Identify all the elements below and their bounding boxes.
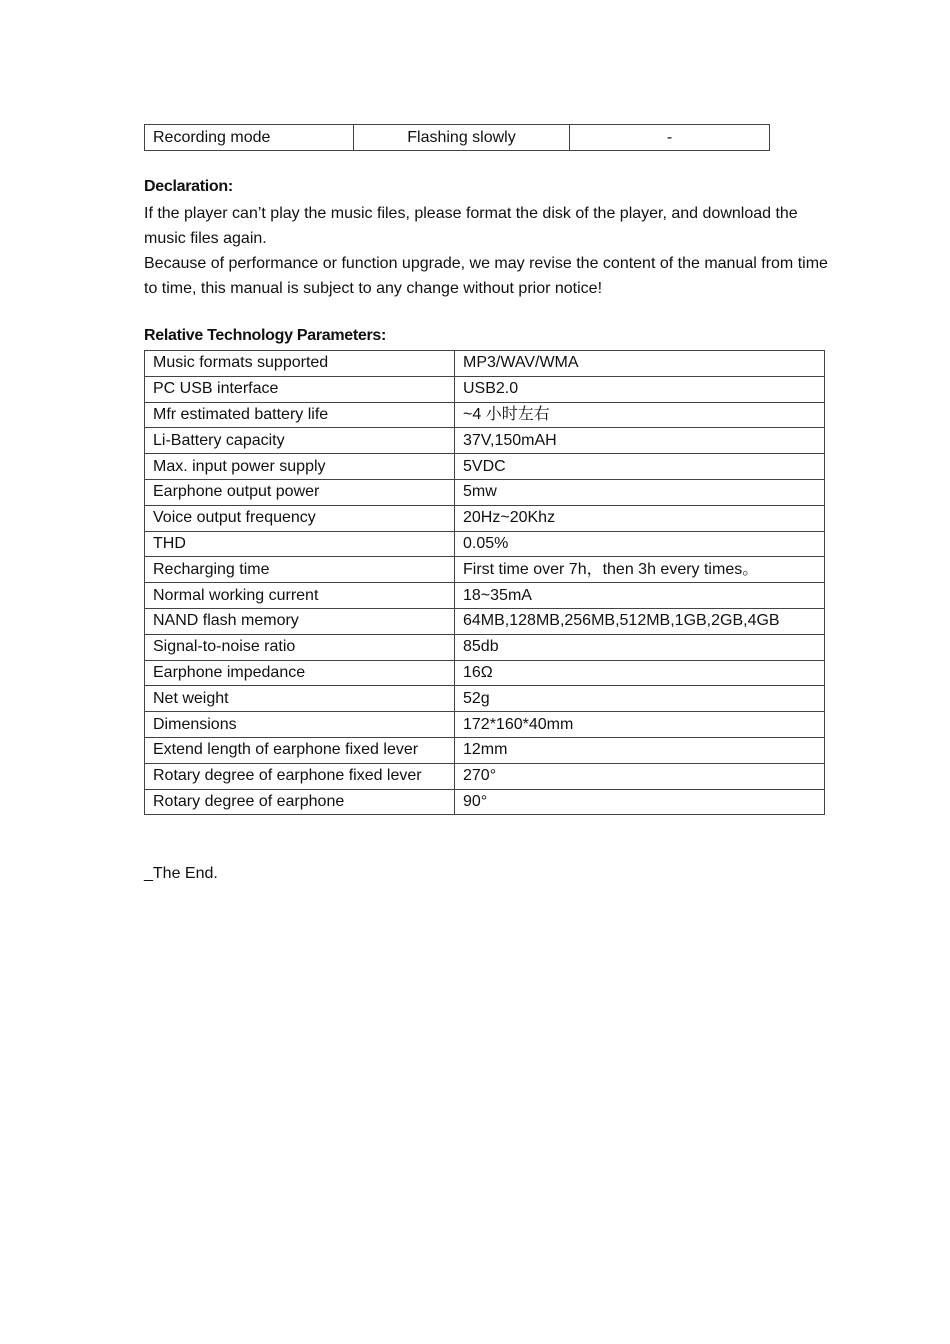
table-row <box>145 712 825 738</box>
parameter-name-cell: PC USB interface <box>145 376 455 402</box>
the-end-text: _The End. <box>144 865 218 882</box>
table-row <box>145 505 825 531</box>
table-row <box>145 402 825 428</box>
parameter-name-cell: Earphone impedance <box>145 660 455 686</box>
table-row <box>145 479 825 505</box>
parameter-name-cell: Normal working current <box>145 583 455 609</box>
table-row <box>145 634 825 660</box>
table-row <box>145 583 825 609</box>
table-row <box>145 660 825 686</box>
status-indicator-cell: Flashing slowly <box>354 125 570 151</box>
parameter-value-cell: MP3/WAV/WMA <box>455 351 825 377</box>
parameters-heading: Relative Technology Parameters: <box>144 327 387 344</box>
table-row <box>145 789 825 815</box>
declaration-heading: Declaration: <box>144 178 233 195</box>
table-row <box>145 608 825 634</box>
parameter-value-cell: ~4 小时左右 <box>455 402 825 428</box>
status-note-cell: - <box>570 125 770 151</box>
parameter-value-cell: 5VDC <box>455 454 825 480</box>
parameters-table <box>144 350 825 815</box>
parameter-name-cell: Net weight <box>145 686 455 712</box>
parameter-name-cell: Extend length of earphone fixed lever <box>145 737 455 763</box>
parameter-value-cell: 20Hz~20Khz <box>455 505 825 531</box>
parameters-table-body <box>145 351 825 815</box>
parameter-name-cell: Max. input power supply <box>145 454 455 480</box>
table-row <box>145 557 825 583</box>
parameter-value-cell: First time over 7h，then 3h every times。 <box>455 557 825 583</box>
parameter-value-cell: 90° <box>455 789 825 815</box>
parameter-value-cell: 5mw <box>455 479 825 505</box>
parameter-name-cell: Rotary degree of earphone fixed lever <box>145 763 455 789</box>
status-mode-cell: Recording mode <box>145 125 354 151</box>
parameter-name-cell: THD <box>145 531 455 557</box>
parameter-name-cell: Rotary degree of earphone <box>145 789 455 815</box>
parameter-name-cell: Mfr estimated battery life <box>145 402 455 428</box>
declaration-paragraph-2: Because of performance or function upgrade, we may revise the content of the manual from time to time, this manual is subject to any change without prior notice! <box>144 255 828 297</box>
parameter-value-cell: 37V,150mAH <box>455 428 825 454</box>
parameter-name-cell: Music formats supported <box>145 351 455 377</box>
declaration-paragraph-1: If the player can’t play the music files, please format the disk of the player, and download the music files again. <box>144 205 798 247</box>
table-row <box>145 454 825 480</box>
table-row <box>145 125 770 151</box>
table-row <box>145 531 825 557</box>
table-row <box>145 686 825 712</box>
parameter-value-cell: 172*160*40mm <box>455 712 825 738</box>
parameter-value-cell: 0.05% <box>455 531 825 557</box>
table-row <box>145 351 825 377</box>
parameter-value-cell: 18~35mA <box>455 583 825 609</box>
parameter-value-cell: 16Ω <box>455 660 825 686</box>
table-row <box>145 428 825 454</box>
parameter-value-cell: 64MB,128MB,256MB,512MB,1GB,2GB,4GB <box>455 608 825 634</box>
parameter-value-cell: 52g <box>455 686 825 712</box>
parameter-name-cell: Signal-to-noise ratio <box>145 634 455 660</box>
table-row <box>145 737 825 763</box>
parameter-name-cell: NAND flash memory <box>145 608 455 634</box>
table-row <box>145 763 825 789</box>
parameter-value-cell: 270° <box>455 763 825 789</box>
parameter-value-cell: USB2.0 <box>455 376 825 402</box>
parameter-name-cell: Li-Battery capacity <box>145 428 455 454</box>
parameter-name-cell: Voice output frequency <box>145 505 455 531</box>
status-table <box>144 124 770 151</box>
parameter-value-cell: 85db <box>455 634 825 660</box>
parameter-value-cell: 12mm <box>455 737 825 763</box>
parameter-name-cell: Dimensions <box>145 712 455 738</box>
parameter-name-cell: Earphone output power <box>145 479 455 505</box>
table-row <box>145 376 825 402</box>
parameter-name-cell: Recharging time <box>145 557 455 583</box>
